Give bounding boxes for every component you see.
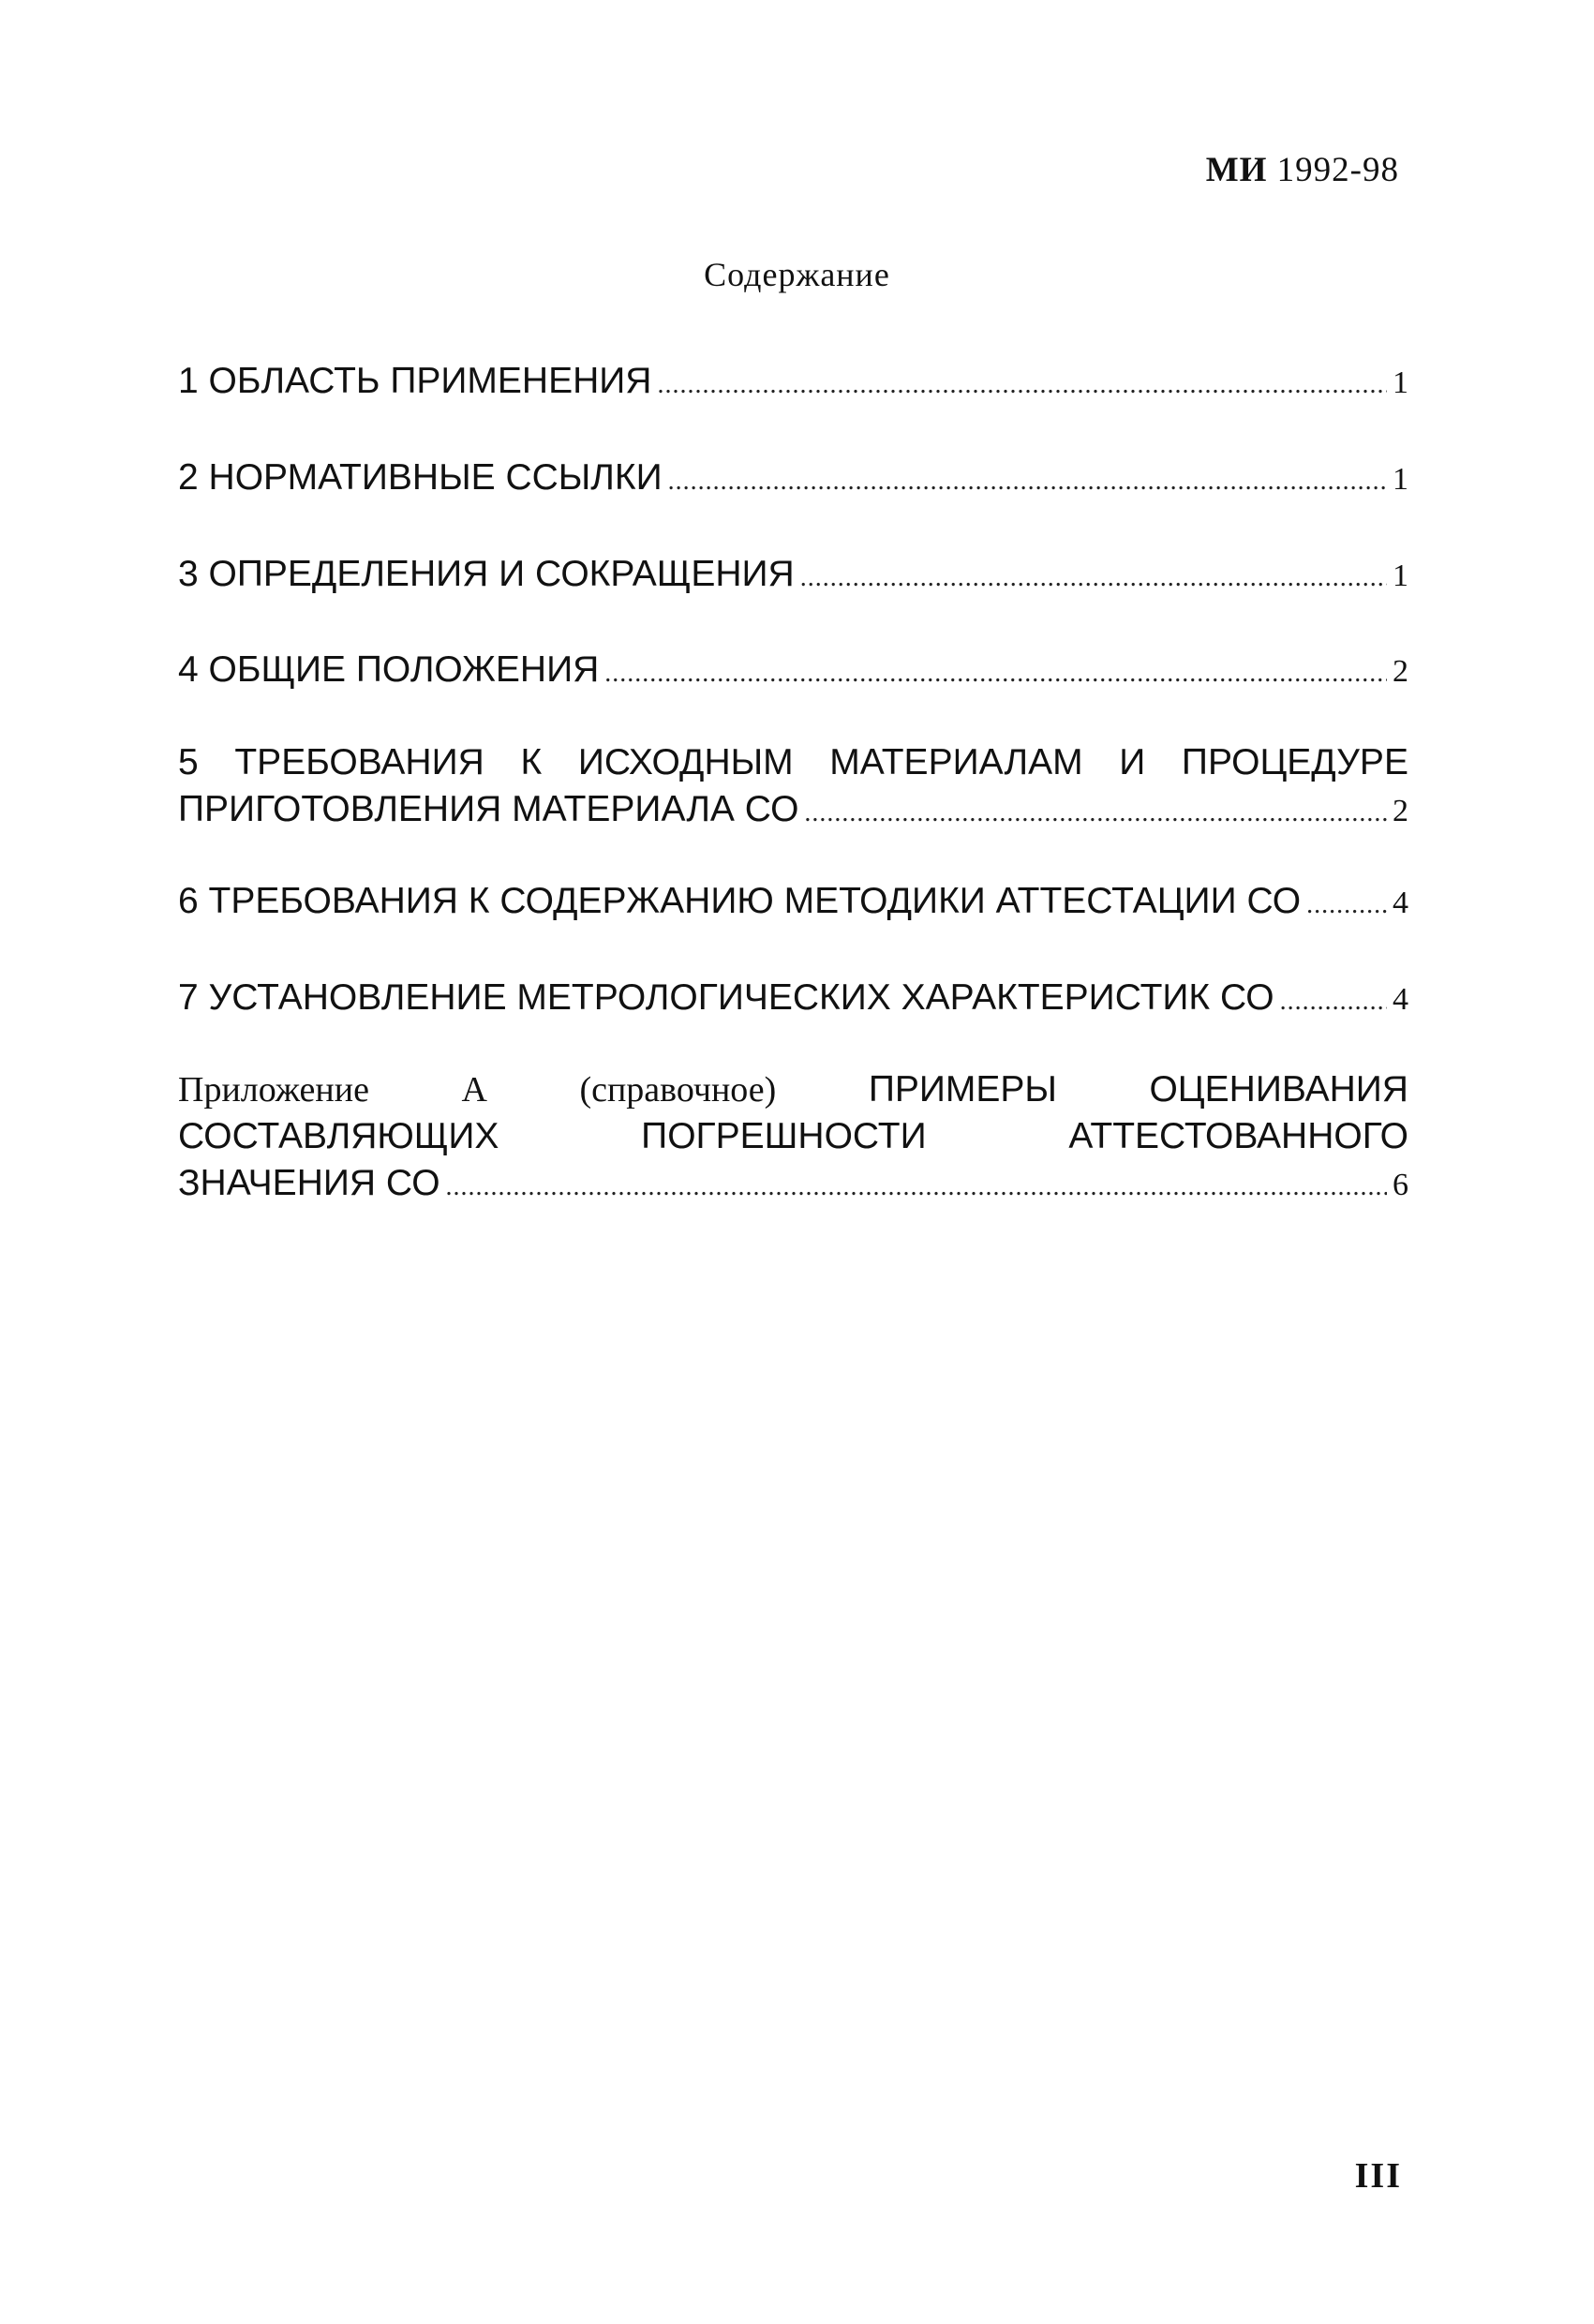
dot-leader — [1306, 882, 1387, 929]
dot-leader — [604, 650, 1387, 697]
dot-leader — [657, 362, 1387, 409]
toc-entry-3[interactable] — [178, 551, 1408, 598]
toc-entry-label: ПРИГОТОВЛЕНИЯ МАТЕРИАЛА СО — [178, 789, 799, 829]
toc-word: (справочное) — [579, 1070, 777, 1110]
toc-word: ТРЕБОВАНИЯ — [234, 742, 484, 782]
toc-entry-line — [178, 739, 1408, 786]
toc-entry-label: 1 ОБЛАСТЬ ПРИМЕНЕНИЯ — [178, 361, 652, 401]
toc-entry-label: 4 ОБЩИЕ ПОЛОЖЕНИЯ — [178, 649, 600, 690]
toc-entry-6[interactable] — [178, 878, 1408, 925]
toc-entry-page: 1 — [1393, 365, 1408, 400]
toc-entry-page: 4 — [1393, 982, 1408, 1017]
toc-title: Содержание — [704, 256, 890, 293]
dot-leader — [804, 790, 1387, 837]
dot-leader — [1280, 978, 1387, 1025]
toc-word: Приложение — [178, 1070, 369, 1110]
toc-word: ИСХОДНЫМ — [577, 742, 794, 782]
dot-leader — [446, 1164, 1387, 1211]
toc-entry-2[interactable] — [178, 454, 1408, 501]
toc-entry-label: 2 НОРМАТИВНЫЕ ССЫЛКИ — [178, 457, 663, 498]
toc-word: И — [1119, 742, 1146, 782]
toc-word: К — [520, 742, 543, 782]
toc-word: АТТЕСТОВАННОГО — [1068, 1116, 1408, 1156]
dot-leader — [800, 555, 1387, 602]
toc-entry-label: 3 ОПРЕДЕЛЕНИЯ И СОКРАЩЕНИЯ — [178, 554, 795, 594]
toc-entry-page: 1 — [1393, 462, 1408, 497]
toc-word: СОСТАВЛЯЮЩИХ — [178, 1116, 499, 1156]
toc-entry-page: 2 — [1393, 794, 1408, 828]
toc-entry-page: 2 — [1393, 654, 1408, 689]
toc-entry-5[interactable] — [178, 739, 1408, 833]
toc-word: 5 — [178, 742, 199, 782]
dot-leader — [668, 458, 1387, 505]
document-code — [1206, 150, 1399, 190]
toc-entry-page: 4 — [1393, 886, 1408, 920]
document-code-prefix: МИ — [1205, 151, 1268, 189]
toc-word: ПРОЦЕДУРЕ — [1181, 742, 1408, 782]
toc-entry-line — [178, 1113, 1408, 1160]
toc-entry-appendix-a[interactable] — [178, 1066, 1408, 1207]
toc-entry-7[interactable] — [178, 975, 1408, 1021]
toc-entry-4[interactable] — [178, 647, 1408, 693]
toc-word: ПРИМЕРЫ — [868, 1069, 1057, 1110]
page-number: III — [1354, 2156, 1402, 2196]
toc-entry-label: 7 УСТАНОВЛЕНИЕ МЕТРОЛОГИЧЕСКИХ ХАРАКТЕРИСТИК СО — [178, 977, 1274, 1018]
document-code-number: 1992-98 — [1276, 151, 1399, 189]
toc-entry-label: 6 ТРЕБОВАНИЯ К СОДЕРЖАНИЮ МЕТОДИКИ АТТЕСТАЦИИ СО — [178, 881, 1302, 921]
toc-entry-label: ЗНАЧЕНИЯ СО — [178, 1163, 440, 1203]
toc-entry-page: 6 — [1393, 1168, 1408, 1202]
toc-entry-1[interactable] — [178, 358, 1408, 405]
toc-word: ОЦЕНИВАНИЯ — [1149, 1069, 1408, 1110]
toc-entry-page: 1 — [1393, 559, 1408, 593]
toc-word: А — [461, 1070, 487, 1110]
toc-entry-line — [178, 1066, 1408, 1113]
toc-word: МАТЕРИАЛАМ — [829, 742, 1083, 782]
toc-word: ПОГРЕШНОСТИ — [641, 1116, 927, 1156]
